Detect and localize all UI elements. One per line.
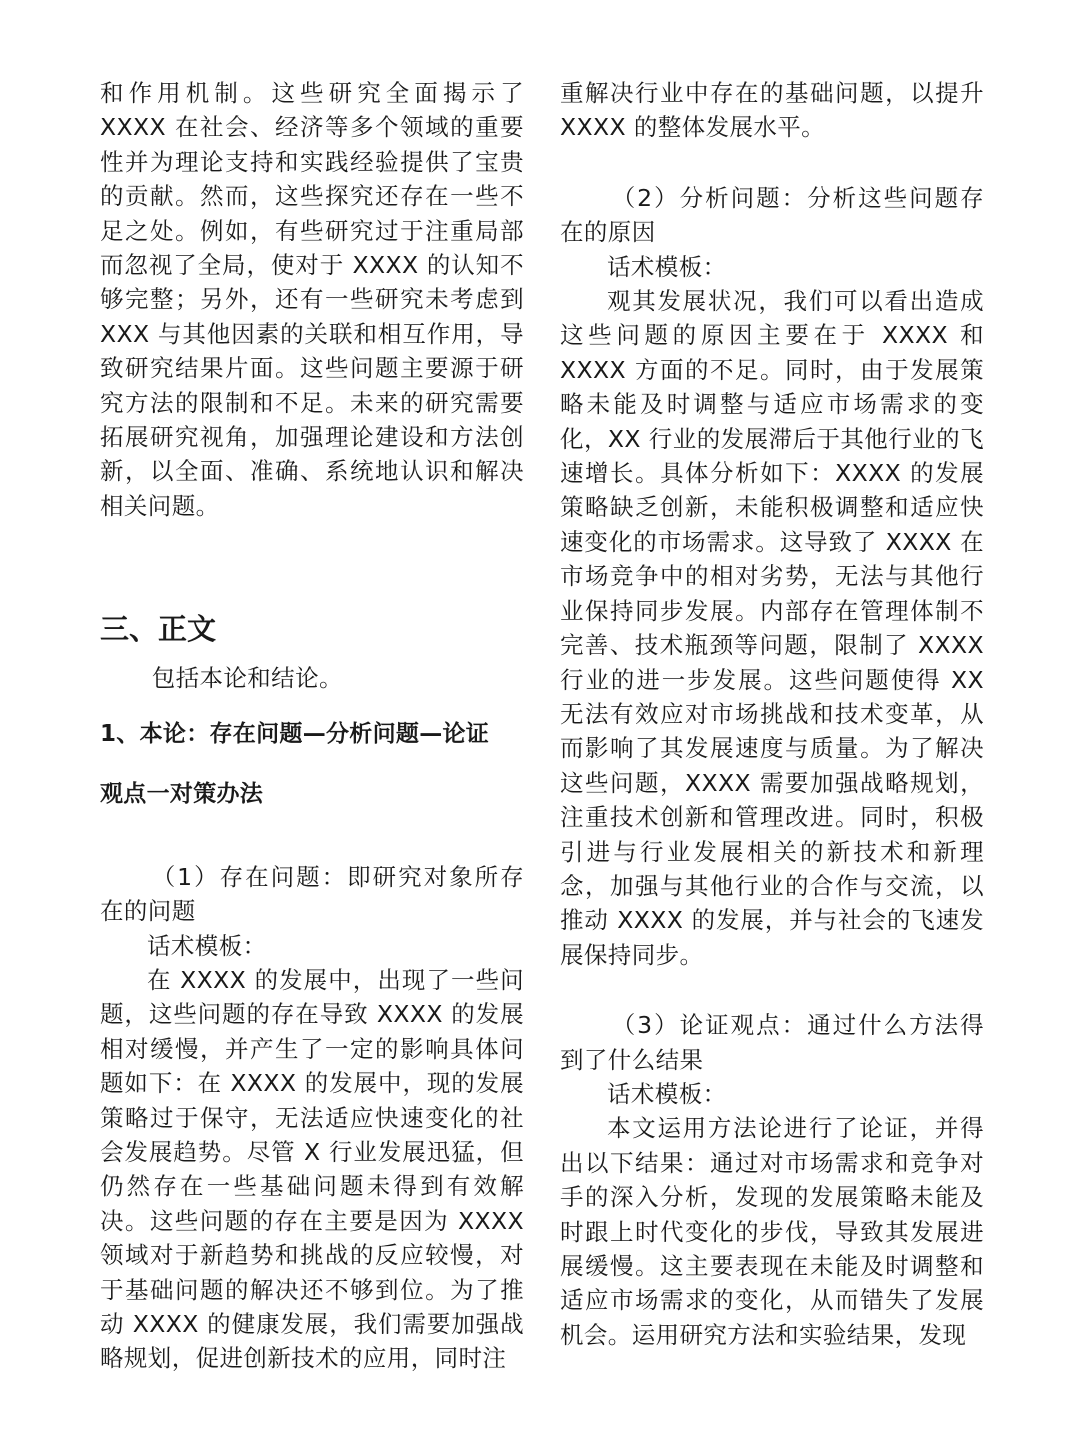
subsection-heading-line2: 观点一对策办法: [100, 780, 264, 807]
item2-heading: （2）分析问题：分析这些问题存在的原因: [560, 183, 984, 247]
item2-template-label: 话术模板：: [607, 252, 727, 281]
section-heading: 三、正文: [100, 612, 217, 647]
item1-heading: （1）存在问题：即研究对象所存在的问题: [100, 862, 524, 926]
subsection-heading: [100, 704, 524, 824]
item1-text: 在 XXXX 的发展中，出现了一些问题，这些问题的存在导致 XXXX 的发展相对缓慢，并产生了一定的影响具体问题如下：在 XXXX 的发展中，现的发展策略过于保守，无法适应快速变化的社会发展趋势。尽管 X 行业发展迅猛，但仍然存在一些基础问题未得到有效解决。这些问题的存在主要是因为 XXXX 领域对于新趋势和挑战的反应较慢，对于基础问题的解决还不够到位。为了推动 XXXX 的健康发展，我们需要加强战略规划，促进创新技术的应用，同时注: [100, 965, 524, 1373]
subsection-heading-line1: 1、本论：存在问题—分析问题—论证: [100, 720, 490, 747]
right-column: [560, 76, 984, 1352]
continuation-text: 重解决行业中存在的基础问题，以提升 XXXX 的整体发展水平。: [560, 79, 984, 142]
item2-text: 观其发展状况，我们可以看出造成这些问题的原因主要在于 XXXX 和 XXXX 方面的不足。同时，由于发展策略未能及时调整与适应市场需求的变化，XX 行业的发展滞后于其他行业的飞速增长。具体分析如下：XXXX 的发展策略缺乏创新，未能积极调整和适应快速变化的市场需求。这导致了 XXXX 在市场竞争中的相对劣势，无法与其他行业保持同步发展。内部存在管理体制不完善、技术瓶颈等问题，限制了 XXXX 行业的进一步发展。这些问题使得 XX 无法有效应对市场挑战和技术变革，从而影响了其发展速度与质量。为了解决这些问题，XXXX 需要加强战略规划，注重技术创新和管理改进。同时，积极引进与行业发展相关的新技术和新理念，加强与其他行业的合作与交流，以推动 XXXX 的发展，并与社会的飞速发展保持同步。: [560, 287, 984, 969]
item1-template-label: 话术模板：: [147, 931, 267, 960]
item3-heading: （3）论证观点：通过什么方法得到了什么结果: [560, 1011, 984, 1074]
left-column: [100, 76, 524, 1376]
item3-template-label: 话术模板：: [607, 1079, 727, 1108]
section-intro: 包括本论和结论。: [151, 664, 343, 693]
item3-text: 本文运用方法论进行了论证，并得出以下结果：通过对市场需求和竞争对手的深入分析，发现的发展策略未能及时跟上时代变化的步伐，导致其发展进展缓慢。这主要表现在未能及时调整和适应市场需求的变化，从而错失了发展机会。运用研究方法和实验结果，发现: [560, 1114, 984, 1349]
intro-paragraph: 和作用机制。这些研究全面揭示了 XXXX 在社会、经济等多个领域的重要性并为理论支持和实践经验提供了宝贵的贡献。然而，这些探究还存在一些不足之处。例如，有些研究过于注重局部而忽视了全局，使对于 XXXX 的认知不够完整；另外，还有一些研究未考虑到 XXX 与其他因素的关联和相互作用，导致研究结果片面。这些问题主要源于研究方法的限制和不足。未来的研究需要拓展研究视角，加强理论建设和方法创新，以全面、准确、系统地认识和解决相关问题。: [100, 79, 524, 520]
